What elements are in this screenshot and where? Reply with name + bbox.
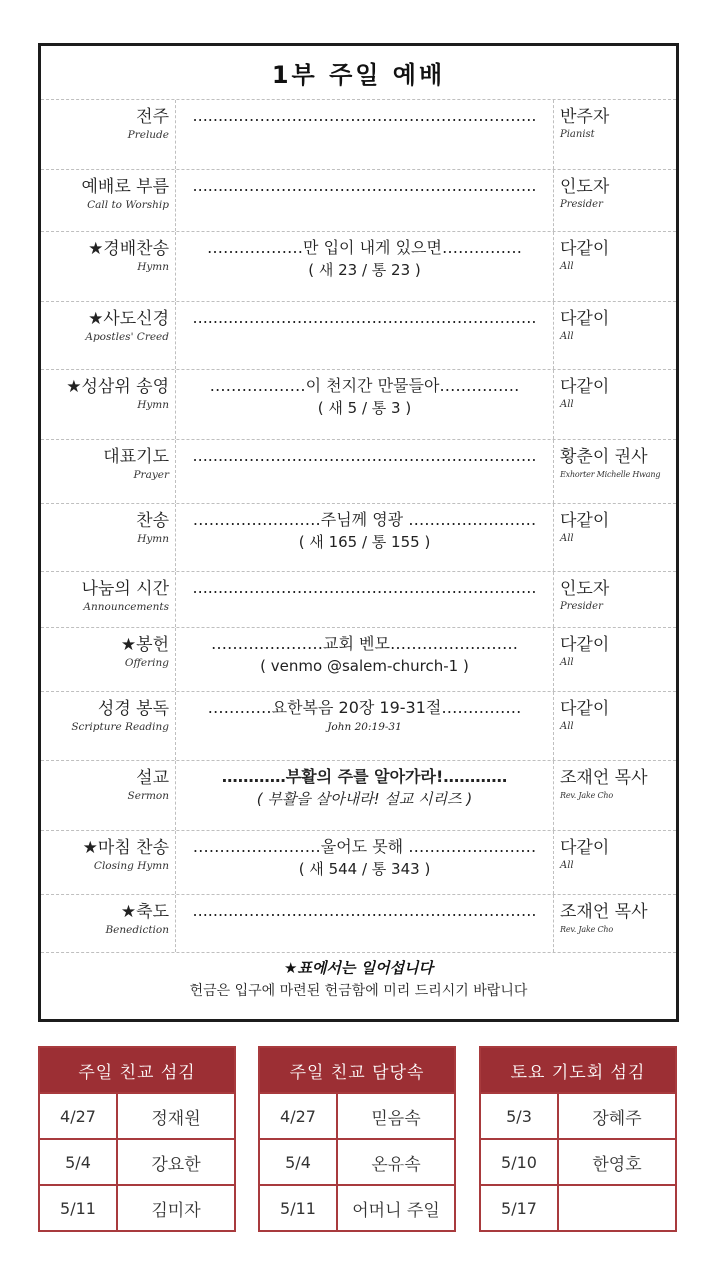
item-label-en: Offering (124, 657, 169, 669)
item-person: 황춘이 권사 (560, 447, 648, 467)
item-leader-line: .........……………………………………………….. (192, 176, 537, 195)
page-title: 1부 주일 예배 (41, 46, 676, 100)
table-row (40, 1138, 234, 1184)
item-hymn-number: ( 새 165 / 통 155 ) (298, 533, 431, 551)
item-venmo: ( venmo @salem-church-1 ) (260, 657, 469, 675)
item-label-en: Scripture Reading (71, 721, 169, 733)
service-name: 믿음속 (371, 1108, 421, 1129)
order-row-offering (41, 628, 676, 692)
table-row (40, 1184, 234, 1230)
service-name: 한영호 (592, 1154, 642, 1175)
service-date: 4/27 (40, 1094, 118, 1138)
item-hymn-title: ……………………주님께 영광 …………………… (192, 510, 537, 529)
service-date: 4/27 (260, 1094, 338, 1138)
item-person-en: Presider (560, 601, 603, 612)
item-label-en: Hymn (137, 533, 169, 545)
item-label-en: Apostles' Creed (85, 331, 169, 343)
order-row-apostles-creed (41, 302, 676, 370)
item-label-en: Prelude (127, 129, 169, 141)
item-label: ★사도신경 (88, 309, 169, 329)
order-row-hymn-2 (41, 504, 676, 572)
item-label: 찬송 (136, 511, 169, 531)
item-person-en: All (560, 533, 574, 544)
item-person-en: All (560, 399, 574, 410)
item-person: 반주자 (560, 107, 610, 127)
service-name (559, 1186, 675, 1230)
order-row-closing-hymn (41, 831, 676, 895)
item-sermon-series: ( 부활을 살아내라! 설교 시리즈 ) (256, 790, 473, 808)
item-hymn-title: ………………만 입이 내게 있으면…………… (207, 238, 522, 257)
table-row (481, 1138, 675, 1184)
item-scripture-ref: John 20:19-31 (327, 721, 402, 733)
item-hymn-title: ………………이 천지간 만물들아…………… (209, 376, 520, 395)
table-row (40, 1092, 234, 1138)
item-person-en: Presider (560, 199, 603, 210)
item-label: 나눔의 시간 (81, 579, 169, 599)
order-row-doxology (41, 370, 676, 440)
service-date: 5/10 (481, 1140, 559, 1184)
item-label-en: Prayer (133, 469, 169, 481)
item-person: 인도자 (560, 579, 610, 599)
item-label: 성경 봉독 (97, 699, 169, 719)
item-person: 조재언 목사 (560, 902, 648, 922)
item-person-en: All (560, 261, 574, 272)
item-person-en: All (560, 860, 574, 871)
item-leader-line: .........……………………………………………….. (192, 106, 537, 125)
service-name: 김미자 (151, 1200, 201, 1221)
item-label: 예배로 부름 (81, 177, 169, 197)
order-row-benediction (41, 895, 676, 953)
item-label-en: Announcements (83, 601, 169, 613)
item-leader-line: .........……………………………………………….. (192, 446, 537, 465)
item-person: 인도자 (560, 177, 610, 197)
item-label-en: Call to Worship (87, 199, 169, 211)
item-person: 다같이 (560, 239, 610, 259)
item-label: 대표기도 (103, 447, 169, 467)
service-date: 5/4 (40, 1140, 118, 1184)
item-label: ★경배찬송 (88, 239, 169, 259)
item-hymn-title: ……………………울어도 못해 …………………… (192, 837, 537, 856)
service-table-title: 주일 친교 담당속 (260, 1048, 454, 1092)
table-row (481, 1184, 675, 1230)
table-row (260, 1138, 454, 1184)
item-leader-line: .........……………………………………………….. (192, 901, 537, 920)
item-person-en: Exhorter Michelle Hwang (560, 470, 661, 479)
service-date: 5/11 (40, 1186, 118, 1230)
order-row-scripture (41, 692, 676, 761)
service-name: 장혜주 (592, 1108, 642, 1129)
item-label: ★마침 찬송 (82, 838, 169, 858)
item-label-en: Benediction (105, 924, 169, 936)
service-name: 정재원 (151, 1108, 201, 1129)
item-person-en: Rev. Jake Cho (560, 925, 614, 934)
item-person-en: Rev. Jake Cho (560, 791, 614, 800)
item-label-en: Hymn (137, 261, 169, 273)
item-person: 다같이 (560, 635, 610, 655)
item-person: 다같이 (560, 511, 610, 531)
order-row-hymn-1 (41, 232, 676, 302)
service-date: 5/17 (481, 1186, 559, 1230)
item-hymn-number: ( 새 23 / 통 23 ) (308, 261, 421, 279)
order-footer (41, 953, 676, 1003)
item-label: ★성삼위 송영 (66, 377, 169, 397)
item-person-en: All (560, 331, 574, 342)
item-label: ★봉헌 (120, 635, 169, 655)
item-hymn-number: ( 새 5 / 통 3 ) (317, 399, 412, 417)
table-row (260, 1092, 454, 1138)
item-person-en: All (560, 657, 574, 668)
order-row-sermon (41, 761, 676, 831)
item-leader-line: .........……………………………………………….. (192, 308, 537, 327)
item-label: ★축도 (120, 902, 169, 922)
item-person-en: Pianist (560, 129, 595, 140)
order-row-call-to-worship (41, 170, 676, 232)
item-person: 조재언 목사 (560, 768, 648, 788)
offering-note: 헌금은 입구에 마련된 헌금함에 미리 드리시기 바랍니다 (189, 983, 528, 999)
service-name: 온유속 (371, 1154, 421, 1175)
item-label-en: Sermon (127, 790, 169, 802)
service-date: 5/11 (260, 1186, 338, 1230)
table-row (481, 1092, 675, 1138)
order-row-announcements (41, 572, 676, 628)
item-label-en: Hymn (137, 399, 169, 411)
service-name: 강요한 (151, 1154, 201, 1175)
item-person: 다같이 (560, 838, 610, 858)
standing-note: ★표에서는 일어섭니다 (283, 959, 434, 977)
order-row-prayer (41, 440, 676, 504)
order-row-prelude (41, 100, 676, 170)
item-offering-line: …………………교회 벤모…………………… (211, 634, 518, 653)
service-table-fellowship-group (258, 1046, 456, 1232)
item-person: 다같이 (560, 377, 610, 397)
item-label-en: Closing Hymn (93, 860, 169, 872)
service-date: 5/4 (260, 1140, 338, 1184)
service-table-fellowship (38, 1046, 236, 1232)
item-person-en: All (560, 721, 574, 732)
item-person: 다같이 (560, 309, 610, 329)
item-label: 전주 (136, 107, 169, 127)
service-name: 어머니 주일 (352, 1200, 440, 1221)
item-person: 다같이 (560, 699, 610, 719)
item-sermon-title: …………부활의 주를 알아가라!………… (221, 767, 508, 786)
table-row (260, 1184, 454, 1230)
item-leader-line: .........……………………………………………….. (192, 578, 537, 597)
service-table-title: 주일 친교 섬김 (40, 1048, 234, 1092)
service-table-title: 토요 기도회 섬김 (481, 1048, 675, 1092)
item-hymn-number: ( 새 544 / 통 343 ) (298, 860, 431, 878)
service-date: 5/3 (481, 1094, 559, 1138)
service-table-saturday-prayer (479, 1046, 677, 1232)
item-scripture-line: …………요한복음 20장 19-31절…………… (207, 698, 522, 717)
worship-order-box (38, 43, 679, 1022)
item-label: 설교 (136, 768, 169, 788)
